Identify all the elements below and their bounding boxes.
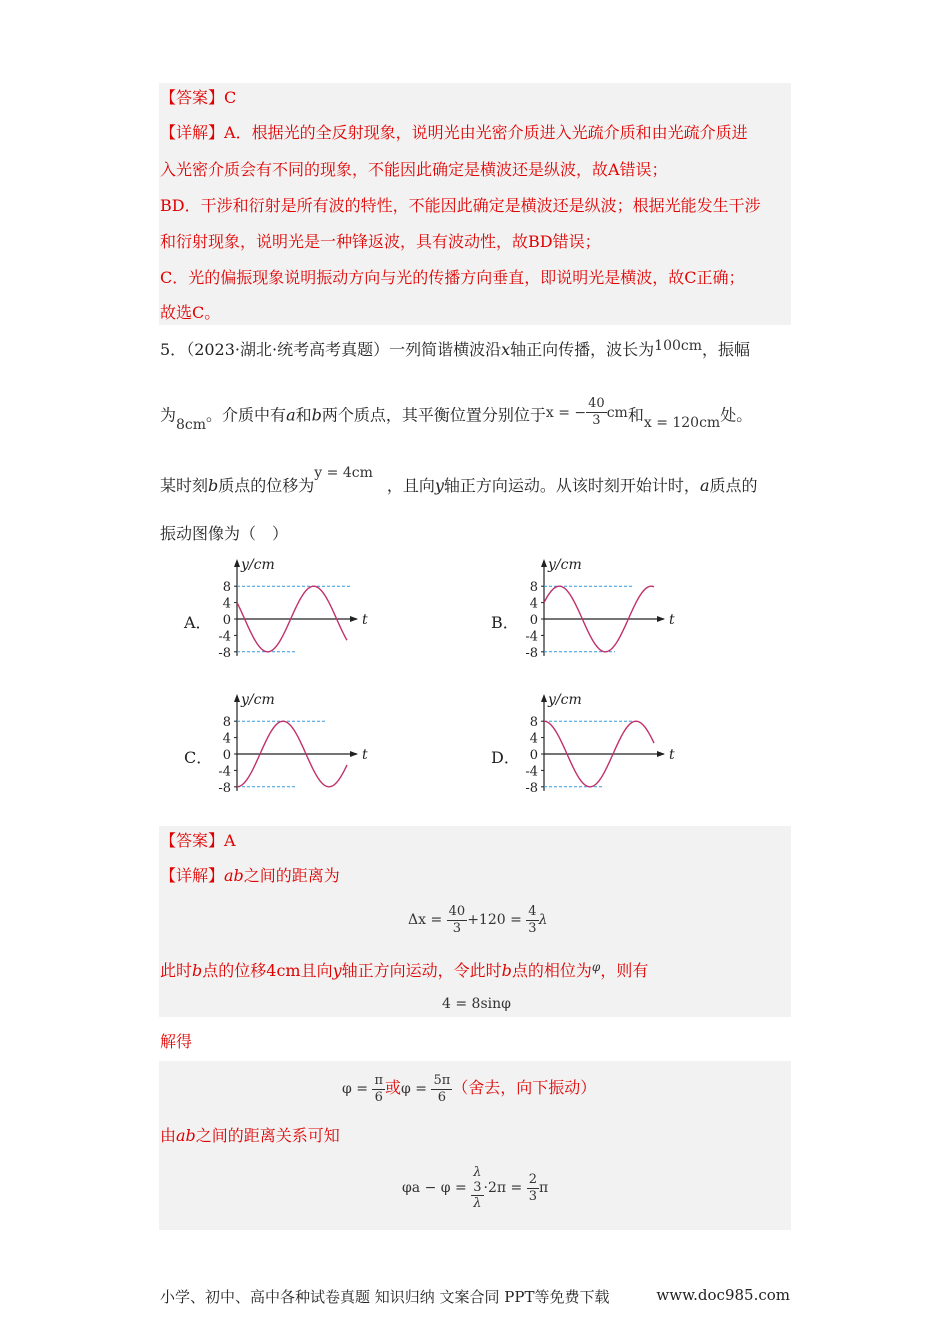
q5-detail-line-1	[160, 866, 340, 886]
text: 由	[160, 1126, 177, 1145]
q4-detail-line-1	[160, 123, 748, 143]
option-c-label[interactable]: C．	[184, 748, 213, 767]
math-amplitude: 8cm	[176, 416, 207, 433]
tick-label: 0	[222, 748, 231, 763]
eq-part: φa − φ =	[402, 1180, 467, 1196]
eq-part: φ =	[342, 1081, 368, 1097]
eq-part: Δx =	[408, 912, 443, 928]
tick-label: 8	[529, 715, 538, 731]
text: 轴正方向运动，令此时	[341, 961, 502, 980]
footer-site[interactable]: www.doc985.com	[656, 1286, 790, 1304]
y-axis-arrow	[541, 694, 547, 702]
lambda: λ	[473, 1165, 482, 1180]
y-axis-label: y/cm	[241, 692, 275, 708]
answer-tag: 【答案】	[160, 831, 225, 850]
frac-num: 5π	[433, 1072, 451, 1088]
q4-detail-line-6: 故选C。	[160, 303, 221, 322]
eq-note: （舍去，向下振动）	[452, 1078, 597, 1097]
t-axis-label: t	[669, 612, 675, 628]
text: 轴正向传播，波长为	[510, 340, 655, 359]
text: 和	[627, 405, 644, 425]
x-axis-arrow	[657, 616, 665, 622]
text: 之间的距离关系可知	[195, 1126, 340, 1145]
text: 之间的距离为	[243, 866, 340, 885]
y-axis-arrow	[541, 559, 547, 567]
tick-label: -8	[218, 645, 231, 661]
frac-den: 3	[452, 920, 462, 936]
q4-detail-line-3: BD．干涉和衍射是所有波的特性，不能因此确定是横波还是纵波；根据光能发生干涉	[160, 196, 761, 215]
text: ，则有	[600, 961, 649, 980]
t-axis-label: t	[669, 747, 675, 763]
eq-part: π	[538, 1180, 549, 1196]
q5-line-2	[160, 396, 753, 434]
tick-label: 0	[222, 613, 231, 628]
tick-label: -4	[218, 764, 231, 780]
q4-answer-line	[160, 88, 236, 108]
xa-frac	[586, 396, 607, 429]
answer-value: C	[224, 88, 237, 107]
question-number: 5．	[160, 340, 187, 359]
q4-detail-line-5: C．光的偏振现象说明振动方向与光的传播方向垂直，即说明光是横波，故C正确；	[160, 268, 745, 287]
detail-text: A．根据光的全反射现象，说明光由光密介质进入光疏介质和由光疏介质进	[224, 123, 748, 142]
xa-prefix: x = −	[545, 404, 587, 421]
math-xa	[545, 396, 628, 428]
tick-label: 4	[529, 731, 538, 747]
tick-label: 4	[529, 596, 538, 612]
math-wavelength: 100cm	[654, 338, 702, 354]
eq-frac	[431, 1073, 452, 1106]
text: 。介质中有	[206, 405, 287, 425]
y-axis-label: y/cm	[241, 557, 275, 573]
equation-phase-diff	[402, 1156, 548, 1220]
var-b: b	[501, 961, 512, 980]
var-a: a	[286, 405, 296, 425]
equation-phi	[342, 1068, 596, 1108]
q4-detail-line-4: 和衍射现象，说明光是一种锋返波，具有波动性，故BD错误；	[160, 232, 601, 251]
page-footer	[160, 1286, 790, 1307]
frac-num: 2	[528, 1171, 537, 1187]
y-axis-label: y/cm	[548, 692, 582, 708]
text: 两个质点，其平衡位置分别位于	[321, 405, 546, 425]
t-axis-label: t	[362, 612, 368, 628]
q5-answer-line	[160, 831, 236, 851]
x-axis-arrow	[350, 616, 358, 622]
frac-num: 4	[528, 903, 537, 919]
tick-label: 0	[529, 613, 538, 628]
eq-complex-frac	[471, 1165, 483, 1211]
option-c-graph[interactable]	[200, 690, 380, 800]
text: 轴正方向运动。从该时刻开始计时，	[443, 476, 700, 495]
answer-value: A	[224, 831, 236, 850]
option-a-label[interactable]: A．	[184, 613, 212, 632]
option-d-label[interactable]: D．	[491, 748, 520, 767]
eq-frac	[527, 1172, 539, 1205]
footer-text: 小学、初中、高中各种试卷真题 知识归纳 文案合同 PPT等免费下载	[160, 1288, 610, 1306]
frac-den: λ	[473, 1196, 482, 1211]
var-ab: ab	[224, 866, 244, 885]
xa-unit: cm	[606, 404, 628, 421]
tick-label: 8	[529, 580, 538, 596]
tick-label: -4	[525, 764, 538, 780]
var-b: b	[311, 405, 322, 425]
eq-frac	[447, 904, 468, 937]
frac-num: π	[374, 1072, 383, 1088]
t-axis-label: t	[362, 747, 368, 763]
tick-label: 4	[222, 596, 231, 612]
frac-num: 40	[448, 903, 466, 919]
lambda: λ	[538, 912, 548, 928]
eq-frac	[372, 1073, 385, 1106]
text: 为	[160, 405, 177, 425]
text: 质点的	[709, 476, 758, 495]
var-y: y	[332, 961, 342, 980]
or-text: 或	[384, 1078, 401, 1097]
tick-label: 4	[222, 731, 231, 747]
question-source: （2023·湖北·统考高考真题）	[186, 340, 390, 359]
option-d-graph[interactable]	[507, 690, 687, 800]
option-a-graph[interactable]	[200, 555, 380, 665]
tick-label: 8	[222, 580, 231, 596]
jiede-label: 解得	[160, 1032, 193, 1051]
equation-delta-x	[408, 902, 547, 938]
tick-label: -4	[525, 629, 538, 645]
eq-part: +120 =	[467, 912, 522, 928]
detail-tag: 【详解】	[160, 866, 225, 885]
x-axis-arrow	[350, 751, 358, 757]
frac-den: 3	[592, 413, 601, 428]
text: 某时刻	[160, 476, 209, 495]
frac-num	[471, 1165, 483, 1180]
tick-label: -4	[218, 629, 231, 645]
text: 处。	[720, 405, 753, 425]
q5-line-4: 振动图像为（ ）	[160, 524, 289, 543]
y-axis-label: y/cm	[548, 557, 582, 573]
frac-den: 6	[437, 1089, 446, 1105]
text: 一列简谐横波沿	[389, 340, 502, 359]
text: 点的位移4cm且向	[202, 961, 333, 980]
detail-tag: 【详解】	[160, 123, 225, 142]
frac-den: 3	[528, 1188, 537, 1204]
text: 点的相位为	[511, 961, 592, 980]
answer-tag: 【答案】	[160, 88, 225, 107]
y-axis-arrow	[234, 559, 240, 567]
option-b-graph[interactable]	[507, 555, 687, 665]
text: 质点的位移为	[218, 476, 315, 495]
tick-label: -8	[218, 780, 231, 796]
frac-num: 40	[588, 396, 605, 411]
tick-label: 8	[222, 715, 231, 731]
eq-frac	[526, 904, 538, 937]
x-axis-arrow	[657, 751, 665, 757]
math-yb: y = 4cm	[314, 465, 373, 481]
option-b-label[interactable]: B．	[491, 613, 519, 632]
var-ab: ab	[176, 1126, 196, 1145]
text: 和	[295, 405, 312, 425]
var-a: a	[699, 476, 710, 495]
tick-label: -8	[525, 780, 538, 796]
tick-label: -8	[525, 645, 538, 661]
var-b: b	[192, 961, 203, 980]
q4-detail-line-2: 入光密介质会有不同的现象，不能因此确定是横波还是纵波，故A错误；	[160, 160, 668, 179]
text: 此时	[160, 961, 193, 980]
y-axis-arrow	[234, 694, 240, 702]
tick-label: 0	[529, 748, 538, 763]
eq-part: ·2π =	[483, 1180, 523, 1196]
q5-line-3	[160, 465, 758, 497]
equation-sin: 4 = 8sinφ	[442, 996, 511, 1012]
var-x: x	[501, 340, 511, 359]
math-xb: x = 120cm	[643, 414, 721, 431]
frac-den: 3	[528, 920, 537, 936]
var-b: b	[208, 476, 219, 495]
var-y: y	[434, 476, 444, 495]
q5-line-1	[160, 340, 750, 361]
frac-num: 3	[473, 1180, 482, 1195]
q5-detail-line-2	[160, 961, 648, 982]
frac-den: 6	[374, 1089, 383, 1105]
text: ，振幅	[702, 340, 751, 359]
eq-part: φ =	[401, 1081, 427, 1097]
phi: φ	[591, 960, 601, 974]
q5-detail-line-3	[160, 1126, 340, 1146]
text: ，且向	[386, 476, 435, 495]
